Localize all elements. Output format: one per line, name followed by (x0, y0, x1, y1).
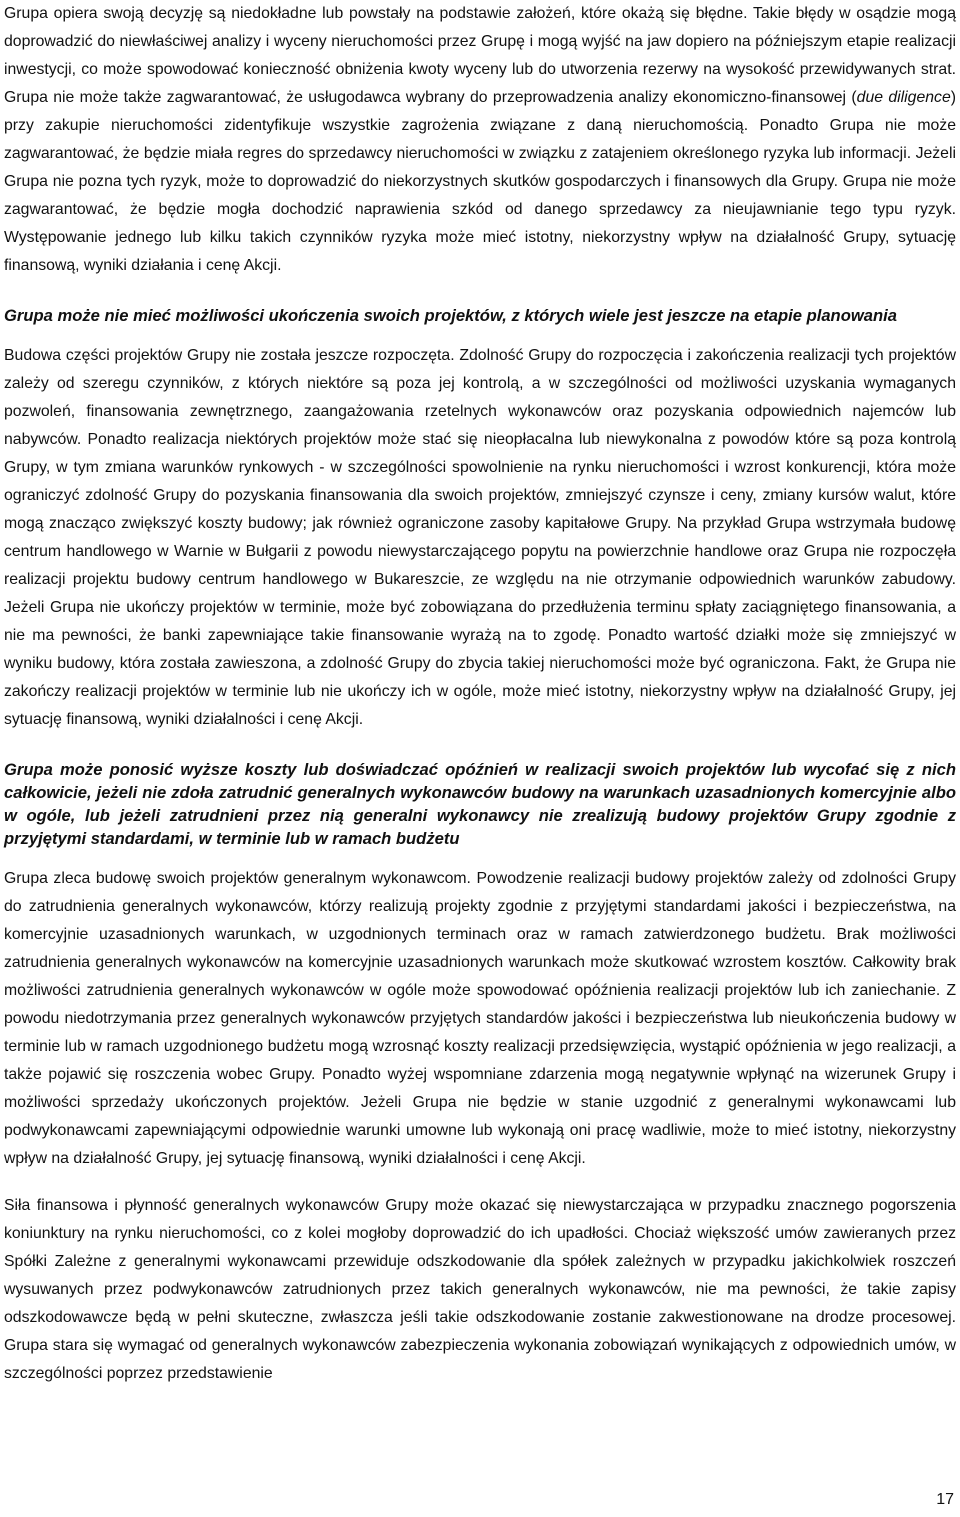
spacer (4, 734, 956, 758)
paragraph-valuation-risk (4, 0, 956, 280)
italic-term: due diligence (856, 89, 951, 106)
page-number: 17 (936, 1491, 954, 1508)
section-heading-contractors: Grupa może ponosić wyższe koszty lub doświadczać opóźnień w realizacji swoich projektów lub wycofać się z nich całkowicie, jeżeli nie zdoła zatrudnić generalnych wykonawców budowy na warunkach uzasadnionych komercyjnie albo w ogóle, lub jeżeli zatrudnieni przez nią generalni wykonawcy nie zrealizują budowy projektów Grupy zgodnie z przyjętymi standardami, w terminie lub w ramach budżetu (4, 760, 956, 848)
spacer (4, 327, 956, 342)
paragraph-project-completion: Budowa części projektów Grupy nie została jeszcze rozpoczęta. Zdolność Grupy do rozpoczęcia i zakończenia realizacji tych projektów zależy od szeregu czynników, z których niektóre są poza jej kontrolą, a w szczególności od możliwości uzyskania wymaganych pozwoleń, finansowania zewnętrznego, zaangażowania rzetelnych wykonawców oraz pozyskania odpowiednich najemców lub nabywców. Ponadto realizacja niektórych projektów może stać się nieopłacalna lub niewykonalna z powodów które są poza kontrolą Grupy, w tym zmiana warunków rynkowych - w szczególności spowolnienie na rynku nieruchomości i wzrost konkurencji, która może ograniczyć zdolność Grupy do pozyskania finansowania dla swoich projektów, zmniejszyć czynsze i ceny, zmiany kursów walut, które mogą znacząco zwiększyć koszty budowy; jak również ograniczone zasoby kapitałowe Grupy. Na przykład Grupa wstrzymała budowę centrum handlowego w Warnie w Bułgarii z powodu niewystarczającego popytu na powierzchnie handlowe oraz Grupa nie rozpoczęła realizacji projektu budowy centrum handlowego w Bukareszcie, ze względu na nie otrzymanie odpowiednich warunków zabudowy. Jeżeli Grupa nie ukończy projektów w terminie, może być zobowiązana do przedłużenia terminu spłaty zaciągniętego finansowania, a nie ma pewności, że banki zapewniające takie finansowanie wyrażą na to zgodę. Ponadto wartość działki może się zmniejszyć w wyniku budowy, która została zawieszona, a zdolność Grupy do zbycia takiej nieruchomości może być ograniczona. Fakt, że Grupa nie zakończy realizacji projektów w terminie lub nie ukończy ich w ogóle, może mieć istotny, niekorzystny wpływ na działalność Grupy, jej sytuację finansową, wyniki działalności i cenę Akcji. (4, 347, 956, 728)
paragraph-financial-strength: Siła finansowa i płynność generalnych wykonawców Grupy może okazać się niewystarczająca w przypadku znacznego pogorszenia koniunktury na rynku nieruchomości, co z kolei mogłoby doprowadzić do ich upadłości. Chociaż większość umów zawieranych przez Spółki Zależne z generalnymi wykonawcami przewiduje odszkodowanie dla spółek zależnych w przypadku jakichkolwiek roszczeń wysuwanych przez podwykonawców zatrudnionych przez takich generalnych wykonawców, nie ma pewności, że takie zapisy odszkodowawcze będą w pełni skuteczne, zwłaszcza jeśli takie odszkodowanie zostanie zakwestionowane na drodze procesowej. Grupa stara się wymagać od generalnych wykonawców zabezpieczenia wykonania zobowiązań wynikających z odpowiednich umów, w szczególności poprzez przedstawienie (4, 1197, 956, 1382)
spacer (4, 850, 956, 865)
document-page (4, 0, 956, 1388)
spacer (4, 280, 956, 304)
paragraph-text: Grupa opiera swoją decyzję są niedokładne lub powstały na podstawie założeń, które okażą się błędne. Takie błędy w osądzie mogą doprowadzić do niewłaściwej analizy i wyceny nieruchomości przez Grupę i mogą wyjść na jaw dopiero na późniejszym etapie realizacji inwestycji, co może spowodować konieczność obniżenia kwoty wyceny lub do utworzenia rezerwy na wysokość przewidywanych strat. Grupa nie może także zagwarantować, że usługodawca wybrany do przeprowadzenia analizy ekonomiczno-finansowej ( (4, 5, 956, 106)
paragraph-text: ) przy zakupie nieruchomości zidentyfikuje wszystkie zagrożenia związane z daną nieruchomością. Ponadto Grupa nie może zagwarantować, że będzie miała regres do sprzedawcy nieruchomości w związku z zatajeniem określonego ryzyka lub informacji. Jeżeli Grupa nie pozna tych ryzyk, może to doprowadzić do niekorzystnych skutków gospodarczych i finansowych dla Grupy. Grupa nie może zagwarantować, że będzie mogła dochodzić naprawienia szkód od danego sprzedawcy za nieujawnianie tego typu ryzyk. Występowanie jednego lub kilku takich czynników ryzyka może mieć istotny, niekorzystny wpływ na działalność Grupy, sytuację finansową, wyniki działania i cenę Akcji. (4, 89, 956, 274)
spacer (4, 1173, 956, 1192)
section-heading-projects: Grupa może nie mieć możliwości ukończenia swoich projektów, z których wiele jest jeszcze na etapie planowania (4, 306, 897, 325)
paragraph-contractors: Grupa zleca budowę swoich projektów generalnym wykonawcom. Powodzenie realizacji budowy projektów zależy od zdolności Grupy do zatrudnienia generalnych wykonawców, którzy realizują projekty zgodnie z przyjętymi standardami jakości i bezpieczeństwa, na komercyjnie uzasadnionych warunkach, w uzgodnionych terminach oraz w ramach zatwierdzonego budżetu. Brak możliwości zatrudnienia generalnych wykonawców na komercyjnie uzasadnionych warunkach może skutkować wzrostem kosztów. Całkowity brak możliwości zatrudnienia generalnych wykonawców w ogóle może spowodować opóźnienia realizacji projektów lub ich zaniechanie. Z powodu niedotrzymania przez generalnych wykonawców przyjętych standardów jakości i bezpieczeństwa lub nieukończenia budowy w terminie lub w ramach uzgodnionego budżetu mogą wzrosnąć koszty realizacji przedsięwzięcia, wystąpić opóźnienia w jego realizacji, a także pojawić się roszczenia wobec Grupy. Ponadto wyżej wspomniane zdarzenia mogą negatywnie wpłynąć na wizerunek Grupy i możliwości sprzedaży ukończonych projektów. Jeżeli Grupa nie będzie w stanie uzgodnić z generalnymi wykonawcami lub podwykonawcami zapewniającymi odpowiednie warunki umowne lub wykonają oni pracę wadliwie, może to mieć istotny, niekorzystny wpływ na działalność Grupy, jej sytuację finansową, wyniki działalności i cenę Akcji. (4, 870, 956, 1167)
